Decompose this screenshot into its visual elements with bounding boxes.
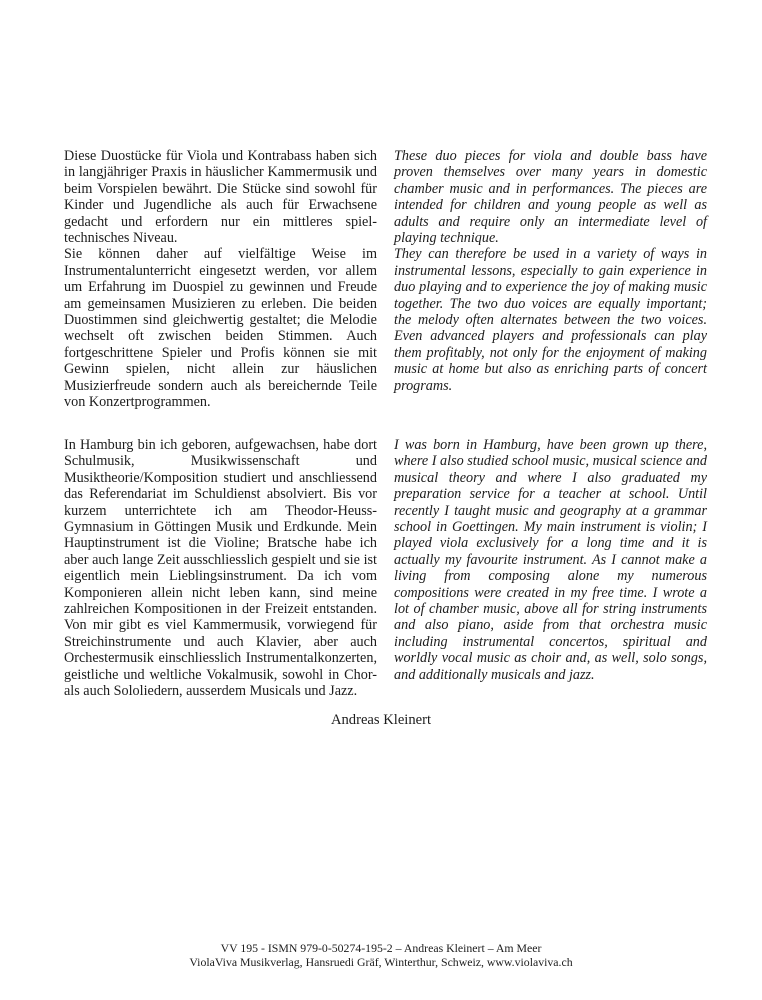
intro-section (64, 148, 707, 411)
author-name: Andreas Kleinert (330, 712, 432, 728)
intro-english-paragraph-2: They can therefore be used in a variety of ways in instrumental lessons, especially to gain experience in duo playing and to experience the joy of making music together. The two duo voices are equally important; the melody often alternates between the two voices. Even advanced players and professionals can play them profitably, not only for the enjoyment of making music at home but also as enriching parts of concert programs. (394, 246, 707, 394)
intro-english-column (394, 148, 707, 411)
biography-section (64, 437, 707, 700)
intro-german-paragraph-1: Diese Duostücke für Viola und Kontrabass haben sich in langjähriger Praxis in häuslicher Kammermusik und beim Vorspielen bewährt. Die Stücke sind sowohl für Kinder und Jugendliche als auch für Erwachsene gedacht und erfordern nur ein mittleres spiel-technisches Niveau. (64, 148, 377, 247)
intro-english-paragraph-1: These duo pieces for viola and double bass have proven themselves over many years in domestic chamber music and in performances. The pieces are intended for children and young people as well as adults and require only an intermediate level of playing technique. (394, 148, 707, 247)
footer (0, 941, 762, 969)
intro-german-paragraph-2: Sie können daher auf vielfältige Weise im Instrumentalunterricht eingesetzt werden, vor allem um Erfahrung im Duospiel zu gewinnen und Freude am gemeinsamen Musizieren zu erleben. Die beiden Duostimmen sind gleichwertig gestaltet; die Melodie wechselt oft zwischen beiden Stimmen. Auch fortgeschrittene Spieler und Profis können sie mit Gewinn spielen, nicht allein zur häuslichen Musizierfreude sondern auch als bereichernde Teile von Konzertprogrammen. (64, 246, 377, 411)
footer-catalog-line: VV 195 - ISMN 979-0-50274-195-2 – Andreas Kleinert – Am Meer (220, 941, 542, 955)
bio-english-column (394, 437, 707, 700)
footer-publisher-line: ViolaViva Musikverlag, Hansruedi Gräf, Winterthur, Schweiz, www.violaviva.ch (189, 955, 573, 970)
bio-english-paragraph: I was born in Hamburg, have been grown up there, where I also studied school music, musical science and musical theory and where I also graduated my preparation service for a teacher at school. Until recently I taught music and geography at a grammar school in Goettingen. My main instrument is violin; I played viola exclusively for a long time and it is actually my favourite instrument. As I cannot make a living from composing alone my numerous compositions were created in my free time. I wrote a lot of chamber music, above all for string instruments and also piano, aside from that orchestra music including instrumental concertos, spiritual and worldly vocal music as choir and, as well, solo songs, and additionally musicals and jazz. (394, 437, 707, 683)
bio-german-column (64, 437, 377, 700)
intro-german-column (64, 148, 377, 411)
bio-german-paragraph: In Hamburg bin ich geboren, aufgewachsen, habe dort Schulmusik, Musikwissenschaft und Musiktheorie/Komposition studiert und anschliessend das Referendariat im Schuldienst absolviert. Bis vor kurzem unterrichtete ich am Theodor-Heuss-Gymnasium in Göttingen Musik und Erdkunde. Mein Hauptinstrument ist die Violine; Bratsche habe ich aber auch lange Zeit ausschliesslich gespielt und sie ist eigentlich mein Lieblingsinstrument. Da ich vom Komponieren allein nicht leben kann, sind meine zahlreichen Kompositionen in der Freizeit entstanden. Von mir gibt es viel Kammermusik, vorwiegend für Streichinstrumente und auch Klavier, aber auch Orchestermusik einschliesslich Instrumentalkonzerten, geistliche und weltliche Vokalmusik, sowohl in Chor- als auch Sololiedern, ausserdem Musicals und Jazz. (64, 437, 377, 700)
